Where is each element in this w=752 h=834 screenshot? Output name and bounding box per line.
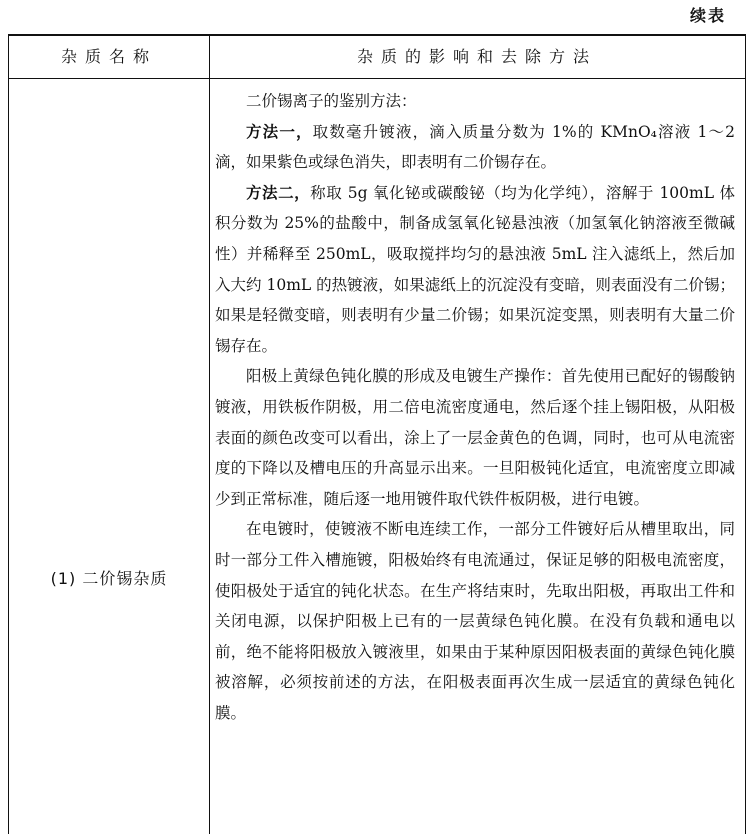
impurity-table	[8, 34, 746, 834]
paragraph-plating-operation: 在电镀时，使镀液不断电连续工作，一部分工件镀好后从槽里取出，同时一部分工件入槽施镀，阳极始终有电流通过，保证足够的阳极电流密度，使阳极处于适宜的钝化状态。在生产将结束时，先取出阳极，再取出工件和关闭电源，以保护阳极上已有的一层黄绿色钝化膜。在没有负载和通电以前，绝不能将阳极放入镀液里，如果由于某种原因阳极表面的黄绿色钝化膜被溶解，必须按前述的方法，在阳极表面再次生成一层适宜的黄绿色钝化膜。	[215, 520, 735, 722]
method-two-lead: 方法二，	[246, 183, 311, 202]
column-divider	[209, 36, 210, 834]
paragraph-anode-film: 阳极上黄绿色钝化膜的形成及电镀生产操作：首先使用已配好的锡酸钠镀液，用铁板作阴极，用二倍电流密度通电，然后逐个挂上锡阳极，从阳极表面的颜色改变可以看出，涂上了一层金黄色的色调，同时，也可从电流密度的下降以及槽电压的升高显示出来。一旦阳极钝化适宜，电流密度立即减少到正常标准，随后逐一地用镀件取代铁件板阴极，进行电镀。	[215, 367, 735, 508]
row-label-tin-impurity: (1) 二价锡杂质	[50, 569, 168, 588]
header-impurity-name: 杂质名称	[60, 47, 157, 66]
paragraph-identification-title: 二价锡离子的鉴别方法：	[246, 92, 417, 110]
paragraph-method-two	[215, 178, 735, 362]
paragraph-method-one	[215, 117, 735, 178]
method-one-body: 取数毫升镀液，滴入质量分数为 1%的 KMnO₄溶液 1～2 滴，如果紫色或绿色消失，即表明有二价锡存在。	[215, 122, 735, 172]
method-one-lead: 方法一，	[246, 122, 313, 141]
header-effect-and-removal: 杂质的影响和去除方法	[356, 47, 597, 66]
method-two-body: 称取 5g 氧化铋或碳酸铋（均为化学纯），溶解于 100mL 体积分数为 25%的盐酸中，制备成氢氧化铋悬浊液（加氢氧化钠溶液至微碱性）并稀释至 250mL，吸取搅拌均匀的悬浊液 5mL 注入滤纸上，然后加入大约 10mL 的热镀液，如果滤纸上的沉淀没有变暗，则表面没有二价锡；如果是轻微变暗，则表明有少量二价锡；如果沉淀变黑，则表明有大量二价锡存在。	[215, 183, 735, 355]
continued-label: 续表	[689, 6, 726, 25]
table-header	[9, 36, 745, 79]
table-cell-content	[215, 86, 735, 728]
